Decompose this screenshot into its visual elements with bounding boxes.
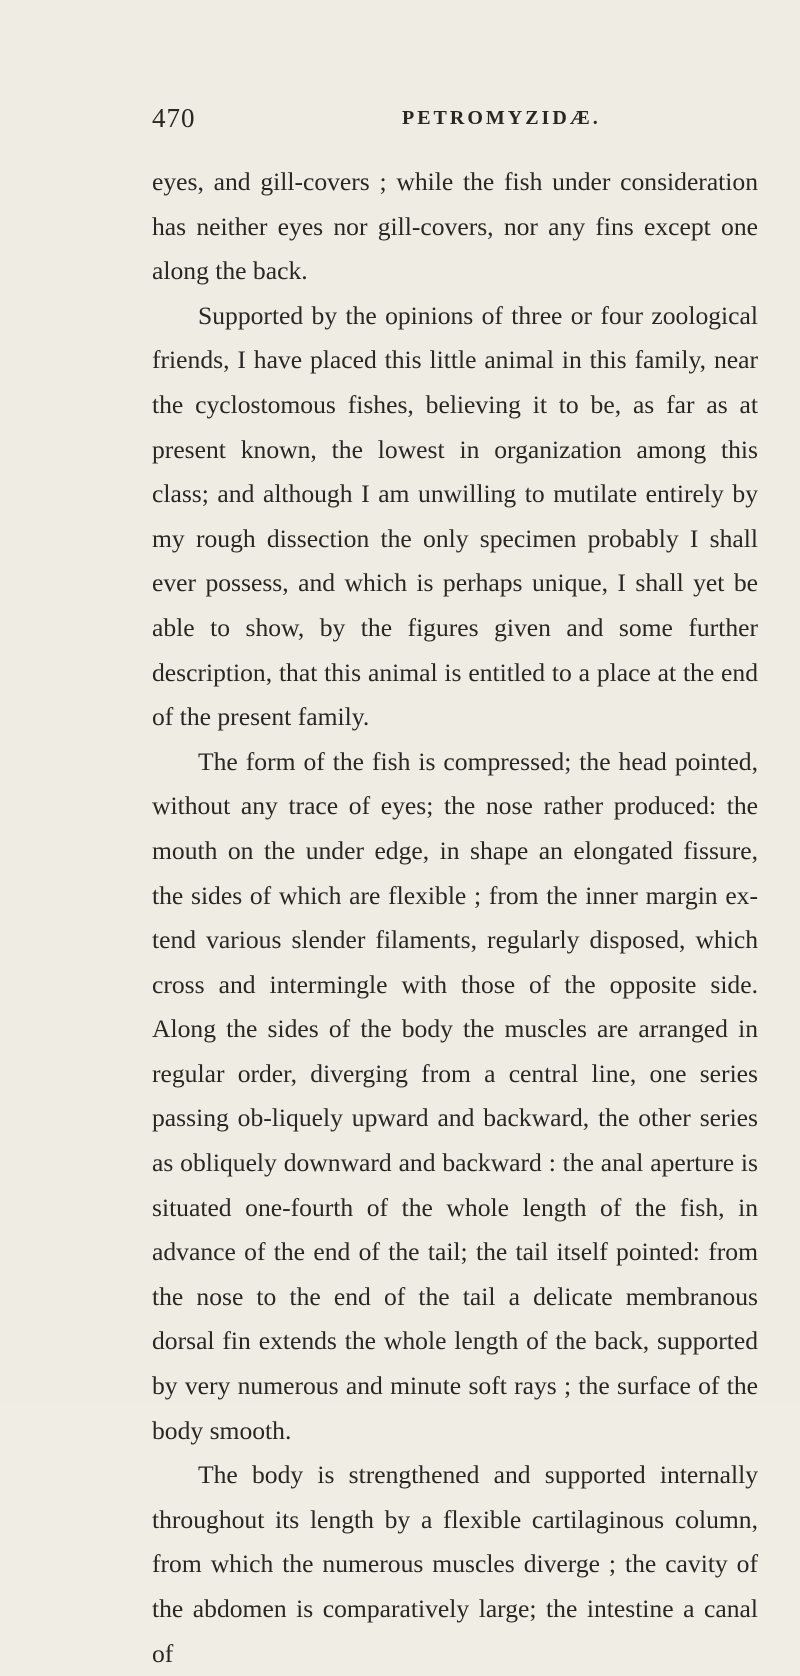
page-header (0, 103, 800, 143)
paragraph: The form of the fish is compressed; the head pointed, without any trace of eyes; the nose rather produced: the mouth on the under edge, in shape an elongated fissure, the sides of which are flexible ; from the inner margin ex-tend various slender filaments, regularly disposed, which cross and intermingle with those of the opposite side. Along the sides of the body the muscles are arranged in regular order, diverging from a central line, one series passing ob-liquely upward and backward, the other series as obliquely downward and backward : the anal aperture is situated one-fourth of the whole length of the fish, in advance of the end of the tail; the tail itself pointed: from the nose to the end of the tail a delicate membranous dorsal fin extends the whole length of the back, supported by very numerous and minute soft rays ; the surface of the body smooth. (152, 746, 758, 1445)
running-head: PETROMYZIDÆ. (402, 107, 601, 129)
body-text (152, 160, 758, 1676)
paragraph: Supported by the opinions of three or four zoological friends, I have placed this little animal in this family, near the cyclostomous fishes, believing it to be, as far as at present known, the lowest in organization among this class; and although I am unwilling to mutilate entirely by my rough dissection the only specimen probably I shall ever possess, and which is perhaps unique, I shall yet be able to show, by the figures given and some further description, that this animal is entitled to a place at the end of the present family. (152, 300, 758, 732)
page-number: 470 (152, 103, 196, 133)
paragraph-continued: eyes, and gill-covers ; while the fish under consideration has neither eyes nor gill-covers, nor any fins except one along the back. (152, 167, 758, 286)
paragraph: The body is strengthened and supported internally throughout its length by a flexible cartilaginous column, from which the numerous muscles diverge ; the cavity of the abdomen is comparatively large; the intestine a canal of (152, 1460, 758, 1668)
